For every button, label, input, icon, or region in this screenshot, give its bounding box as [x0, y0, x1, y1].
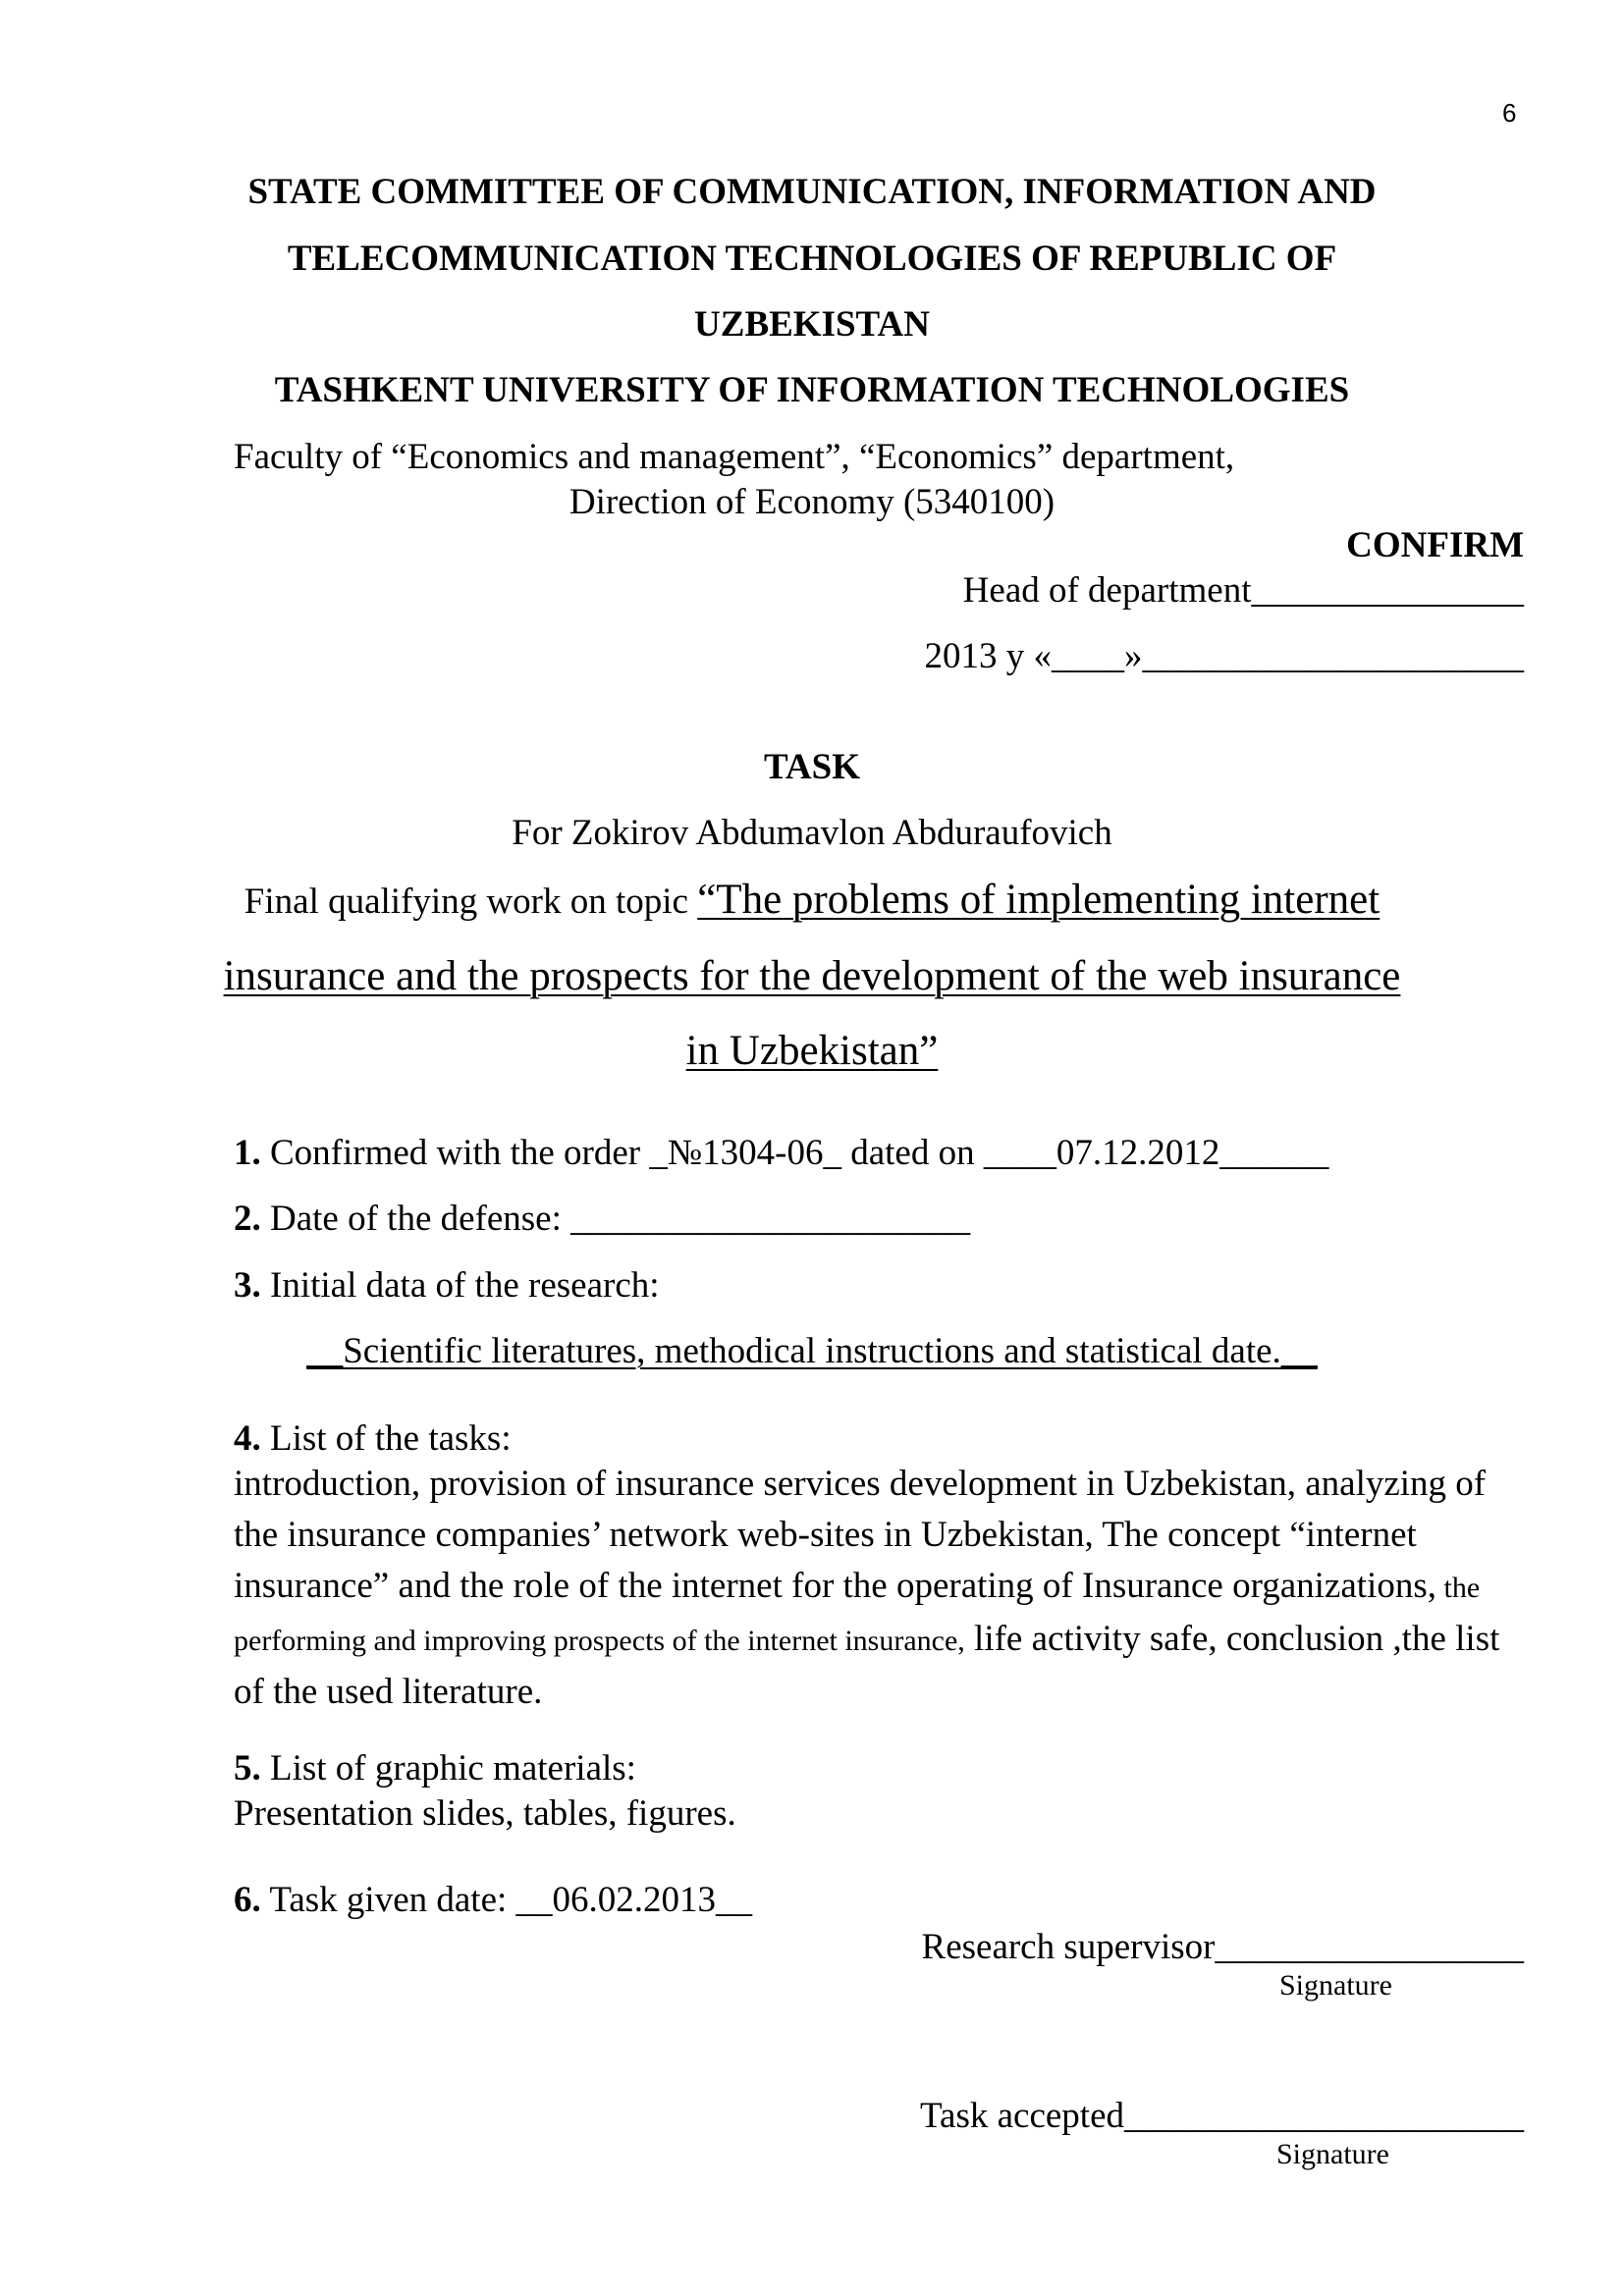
faculty-line-2: Direction of Economy (5340100) [568, 482, 1056, 522]
item-2 [234, 1198, 970, 1240]
university-name: TASHKENT UNIVERSITY OF INFORMATION TECHNOLOGIES [274, 370, 1350, 410]
accepted-signature-label: Signature [1276, 2138, 1389, 2170]
faculty-line-1: Faculty of “Economics and management”, “Economics” department, [234, 437, 1235, 477]
item-6 [234, 1879, 752, 1921]
confirm-date-line: 2013 y «____»_____________________ [924, 636, 1524, 676]
item-4 [234, 1417, 512, 1460]
item-2-number: 2. [234, 1199, 261, 1239]
item-1-text: Confirmed with the order _№1304-06_ dated on ____07.12.2012______ [260, 1133, 1329, 1173]
task-title: TASK [763, 747, 860, 787]
item-3-value: __Scientific literatures, methodical instructions and statistical date.__ [306, 1331, 1318, 1371]
header-line-3: UZBEKISTAN [694, 304, 930, 345]
item-4-body-part-a: introduction, provision of insurance services development in Uzbekistan, analyzing of the insurance companies’ network web-sites in Uzbekistan, The concept “internet insurance” and the role of the internet for the operating of Insurance organizations, [234, 1464, 1487, 1606]
topic-title-part-1: “The problems of implementing internet [697, 877, 1380, 923]
item-4-body-part-b: the performing and improving prospects of the internet insurance, [234, 1572, 1481, 1657]
topic-line-1 [0, 876, 1624, 924]
page-number: 6 [1502, 98, 1517, 128]
item-4-body-part-c: life activity safe, conclusion ,the list of the used literature. [234, 1619, 1500, 1712]
header-line-1: STATE COMMITTEE OF COMMUNICATION, INFORMATION AND [247, 172, 1377, 212]
topic-title-part-3: in Uzbekistan” [685, 1028, 939, 1074]
item-5-text: List of graphic materials: [260, 1748, 636, 1789]
supervisor-signature-label: Signature [1279, 1969, 1392, 2002]
item-4-body [234, 1459, 1530, 1718]
item-1 [234, 1132, 1328, 1174]
item-3-number: 3. [234, 1265, 261, 1306]
item-4-number: 4. [234, 1418, 261, 1459]
item-1-number: 1. [234, 1133, 261, 1173]
item-2-text: Date of the defense: ______________________ [260, 1199, 971, 1239]
item-3-text: Initial data of the research: [260, 1265, 660, 1306]
item-5-body: Presentation slides, tables, figures. [234, 1793, 736, 1834]
topic-title-part-2: insurance and the prospects for the development of the web insurance [223, 953, 1401, 999]
research-supervisor-line: Research supervisor_________________ [921, 1927, 1524, 1967]
item-3-value-line [0, 1330, 1624, 1372]
topic-line-3 [0, 1027, 1624, 1075]
confirm-title: CONFIRM [1346, 525, 1524, 565]
item-6-number: 6. [234, 1880, 261, 1920]
task-for-line: For Zokirov Abdumavlon Abduraufovich [512, 813, 1112, 853]
item-4-text: List of the tasks: [260, 1418, 512, 1459]
item-5-number: 5. [234, 1748, 261, 1789]
topic-line-2 [0, 952, 1624, 1000]
task-accepted-line: Task accepted______________________ [920, 2096, 1524, 2136]
item-5 [234, 1747, 636, 1789]
item-6-text: Task given date: __06.02.2013__ [260, 1880, 753, 1920]
item-3 [234, 1264, 660, 1307]
head-of-department-line: Head of department_______________ [962, 570, 1524, 611]
header-line-2: TELECOMMUNICATION TECHNOLOGIES OF REPUBLIC OF [287, 239, 1337, 279]
topic-prefix: Final qualifying work on topic [244, 881, 698, 922]
